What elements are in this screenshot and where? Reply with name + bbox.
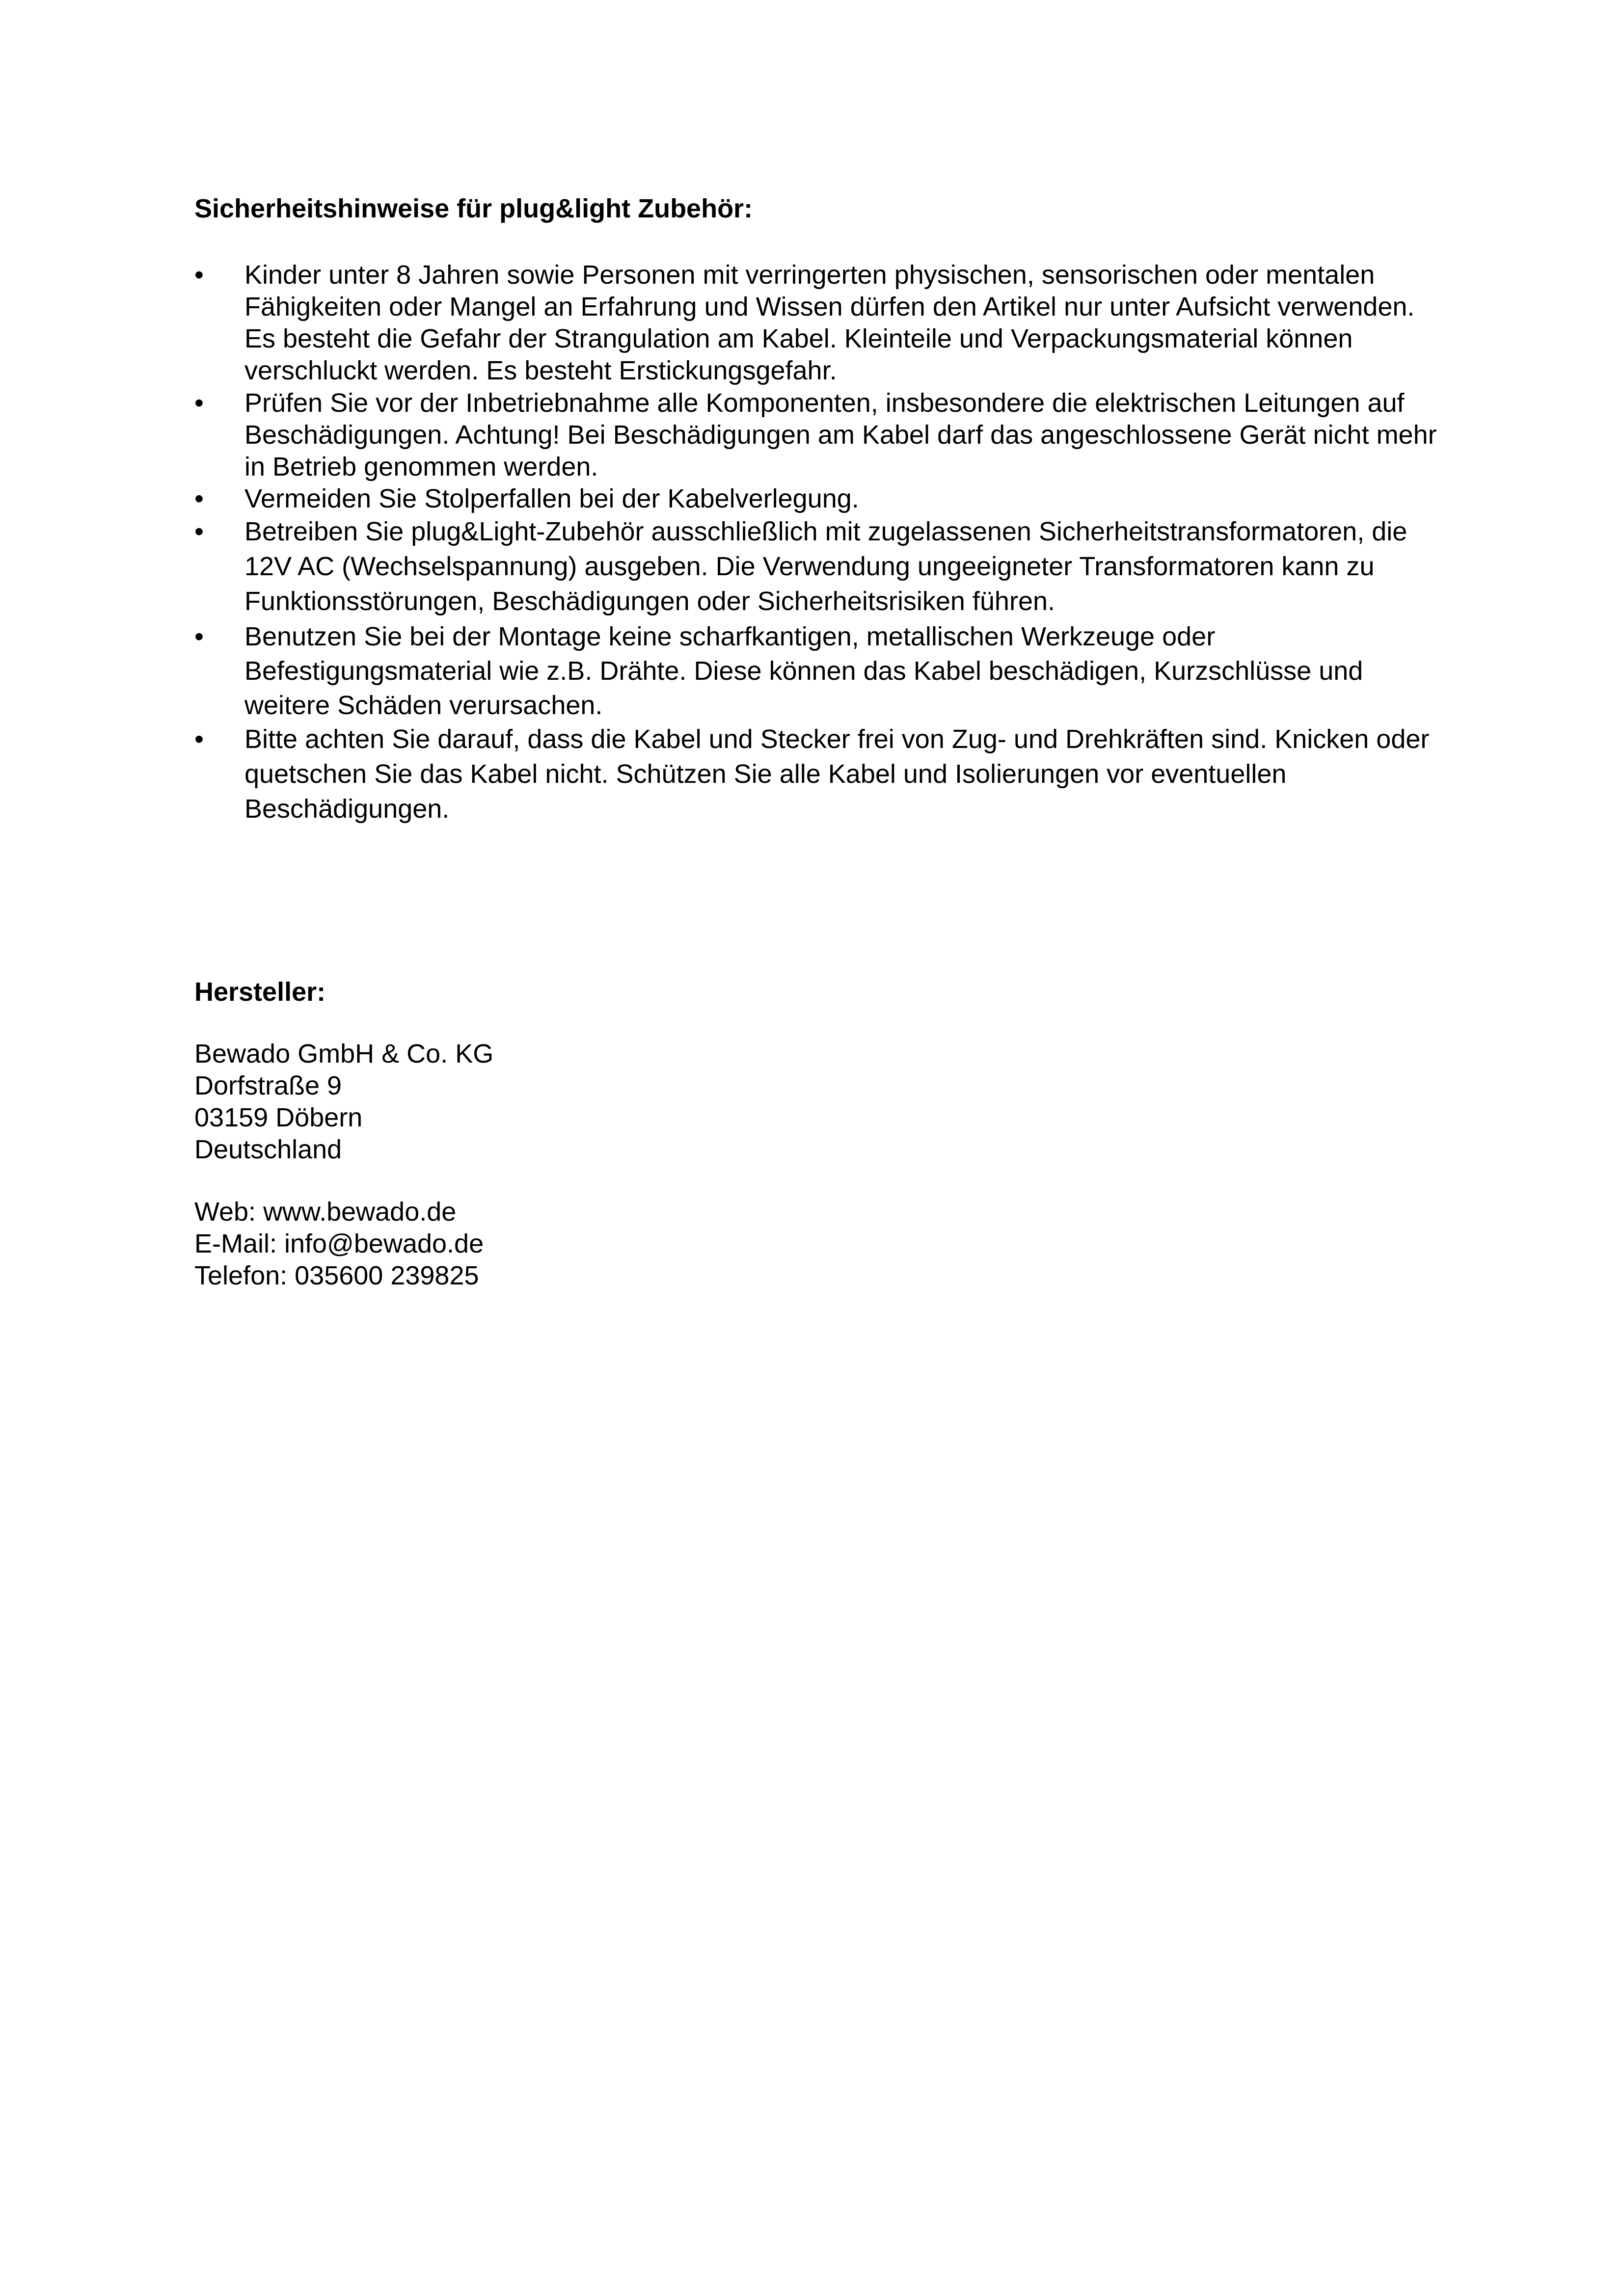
list-item (194, 483, 1451, 514)
bullet-icon: • (194, 622, 204, 651)
street-address: Dorfstraße 9 (194, 1071, 342, 1100)
manufacturer-contact (194, 1196, 484, 1292)
list-item (194, 259, 1451, 387)
postal-city: 03159 Döbern (194, 1103, 363, 1132)
safety-heading: Sicherheitshinweise für plug&light Zubehör: (194, 194, 753, 223)
safety-instructions-list (194, 259, 1451, 827)
list-item (194, 619, 1451, 722)
manufacturer-address (194, 1038, 493, 1166)
bullet-icon: • (194, 517, 204, 546)
list-item (194, 387, 1451, 483)
bullet-icon: • (194, 724, 204, 754)
company-name: Bewado GmbH & Co. KG (194, 1039, 494, 1068)
list-item-text: Benutzen Sie bei der Montage keine scharfkantigen, metallischen Werkzeuge oder Befestigungsmaterial wie z.B. Drähte. Diese können das Kabel beschädigen, Kurzschlüsse und weitere Schäden verursachen. (244, 622, 1363, 720)
list-item (194, 722, 1451, 827)
web-address: Web: www.bewado.de (194, 1197, 457, 1227)
list-item-text: Prüfen Sie vor der Inbetriebnahme alle Komponenten, insbesondere die elektrischen Leitungen auf Beschädigungen. Achtung! Bei Beschädigungen am Kabel darf das angeschlossene Gerät nicht mehr in Betrieb genommen werden. (244, 388, 1437, 481)
bullet-icon: • (194, 388, 204, 418)
bullet-icon: • (194, 260, 204, 290)
list-item-text: Vermeiden Sie Stolperfallen bei der Kabelverlegung. (244, 484, 859, 513)
phone-number: Telefon: 035600 239825 (194, 1261, 479, 1290)
country: Deutschland (194, 1135, 342, 1164)
list-item-text: Betreiben Sie plug&Light-Zubehör ausschließlich mit zugelassenen Sicherheitstransformatoren, die 12V AC (Wechselspannung) ausgeben. Die Verwendung ungeeigneter Transformatoren kann zu Funktionsstörungen, Beschädigungen oder Sicherheitsrisiken führen. (244, 517, 1407, 616)
list-item-text: Kinder unter 8 Jahren sowie Personen mit verringerten physischen, sensorischen oder mentalen Fähigkeiten oder Mangel an Erfahrung und Wissen dürfen den Artikel nur unter Aufsicht verwenden. Es besteht die Gefahr der Strangulation am Kabel. Kleinteile und Verpackungsmaterial können verschluckt werden. Es besteht Erstickungsgefahr. (244, 260, 1415, 385)
bullet-icon: • (194, 484, 204, 513)
email-address: E-Mail: info@bewado.de (194, 1229, 484, 1258)
list-item (194, 514, 1451, 619)
list-item-text: Bitte achten Sie darauf, dass die Kabel und Stecker frei von Zug- und Drehkräften sind. Knicken oder quetschen Sie das Kabel nicht. Schützen Sie alle Kabel und Isolierungen vor eventuellen Beschädigungen. (244, 724, 1430, 824)
manufacturer-heading: Hersteller: (194, 977, 326, 1007)
